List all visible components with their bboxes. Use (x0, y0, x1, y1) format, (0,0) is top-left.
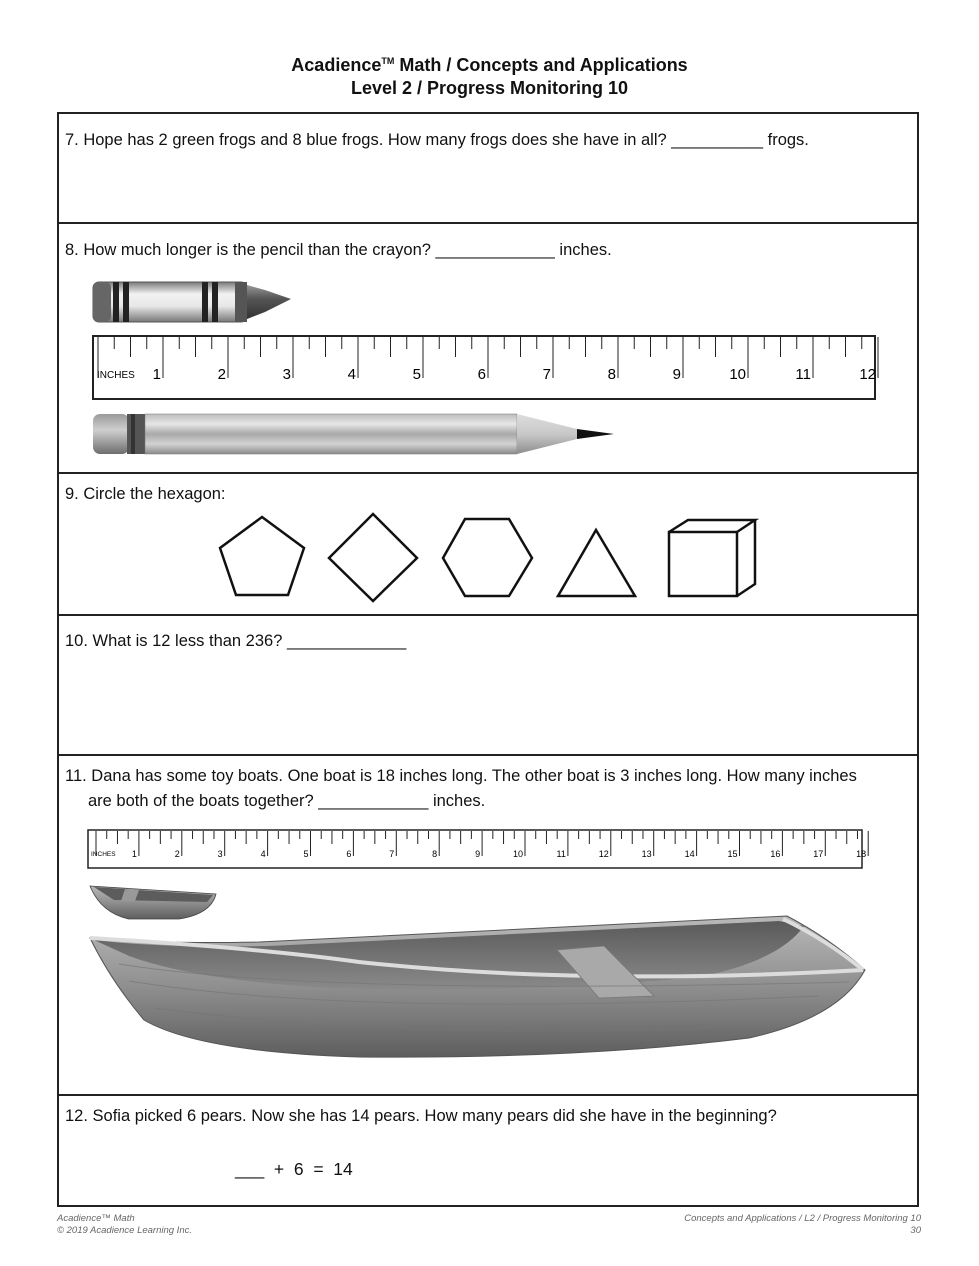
ruler-number-10: 10 (512, 849, 523, 859)
pencil-icon (93, 414, 614, 454)
ruler-number-12: 12 (598, 849, 609, 859)
question-8-box (57, 222, 919, 474)
question-7-box (57, 112, 919, 224)
ruler-12-inches (93, 336, 878, 399)
ruler-18-inches (88, 830, 868, 868)
ruler-number-1: 1 (131, 849, 137, 859)
question-12-box (57, 1094, 919, 1207)
ruler-number-8: 8 (607, 366, 616, 383)
footer-page-number: 30 (910, 1225, 921, 1236)
question-10-text: 10. What is 12 less than 236? _____________ (65, 632, 407, 650)
ruler-number-4: 4 (260, 849, 266, 859)
ruler-number-6: 6 (346, 849, 352, 859)
question-12-text: 12. Sofia picked 6 pears. Now she has 14 pears. How many pears did she have in the beginning? (65, 1107, 777, 1125)
question-11-figure (59, 756, 917, 1094)
question-11-text-line-1: 11. Dana has some toy boats. One boat is 18 inches long. The other boat is 3 inches long. How many inches (65, 767, 857, 785)
footer-right-line-1: Concepts and Applications / L2 / Progress Monitoring 10 (684, 1213, 921, 1224)
ruler-number-5: 5 (412, 366, 421, 383)
question-12-equation: ___ + 6 = 14 (235, 1159, 353, 1179)
ruler-number-10: 10 (729, 366, 746, 383)
ruler-number-8: 8 (432, 849, 438, 859)
footer-left-line-2: © 2019 Acadience Learning Inc. (57, 1225, 192, 1236)
page-header (0, 54, 979, 100)
ruler-number-13: 13 (641, 849, 652, 859)
header-line-1: Acadience™ Math / Concepts and Applications (291, 55, 688, 75)
ruler-inches-label: INCHES (91, 851, 116, 858)
ruler-number-3: 3 (217, 849, 223, 859)
ruler-number-3: 3 (282, 366, 291, 383)
question-11-text-line-2: are both of the boats together? ____________ inches. (88, 792, 486, 810)
footer-right (684, 1213, 921, 1237)
ruler-number-12: 12 (859, 366, 876, 383)
question-9-shapes (59, 474, 917, 614)
pentagon-icon[interactable] (220, 517, 304, 595)
ruler-number-6: 6 (477, 366, 486, 383)
ruler-number-2: 2 (174, 849, 180, 859)
ruler-number-17: 17 (813, 849, 824, 859)
ruler-number-14: 14 (684, 849, 695, 859)
ruler-number-9: 9 (475, 849, 481, 859)
ruler-number-7: 7 (542, 366, 551, 383)
question-9-text: 9. Circle the hexagon: (65, 485, 226, 503)
question-10-box (57, 614, 919, 756)
footer-left-line-1: Acadience™ Math (57, 1213, 135, 1224)
footer-left (57, 1213, 192, 1237)
question-8-text: 8. How much longer is the pencil than the crayon? _____________ inches. (65, 241, 612, 259)
cube-icon[interactable] (669, 520, 755, 596)
question-9-box (57, 472, 919, 616)
ruler-inches-label: INCHES (97, 370, 135, 381)
ruler-number-15: 15 (727, 849, 738, 859)
ruler-number-9: 9 (672, 366, 681, 383)
question-7-text: 7. Hope has 2 green frogs and 8 blue frogs. How many frogs does she have in all? __________ frogs. (65, 131, 809, 149)
ruler-number-18: 18 (856, 849, 867, 859)
header-line-2: Level 2 / Progress Monitoring 10 (350, 78, 629, 98)
triangle-icon[interactable] (558, 530, 635, 596)
hexagon-icon[interactable] (443, 519, 532, 596)
ruler-number-5: 5 (303, 849, 309, 859)
large-boat-icon (90, 916, 865, 1057)
ruler-number-2: 2 (217, 366, 226, 383)
ruler-number-7: 7 (389, 849, 395, 859)
crayon-icon (93, 282, 291, 322)
ruler-number-1: 1 (152, 366, 161, 383)
small-boat-icon (90, 886, 216, 919)
ruler-number-11: 11 (795, 366, 811, 383)
question-11-box (57, 754, 919, 1096)
ruler-number-11: 11 (556, 849, 566, 859)
ruler-number-4: 4 (347, 366, 356, 383)
diamond-icon[interactable] (329, 514, 417, 601)
ruler-number-16: 16 (770, 849, 781, 859)
question-8-figure (59, 224, 917, 472)
